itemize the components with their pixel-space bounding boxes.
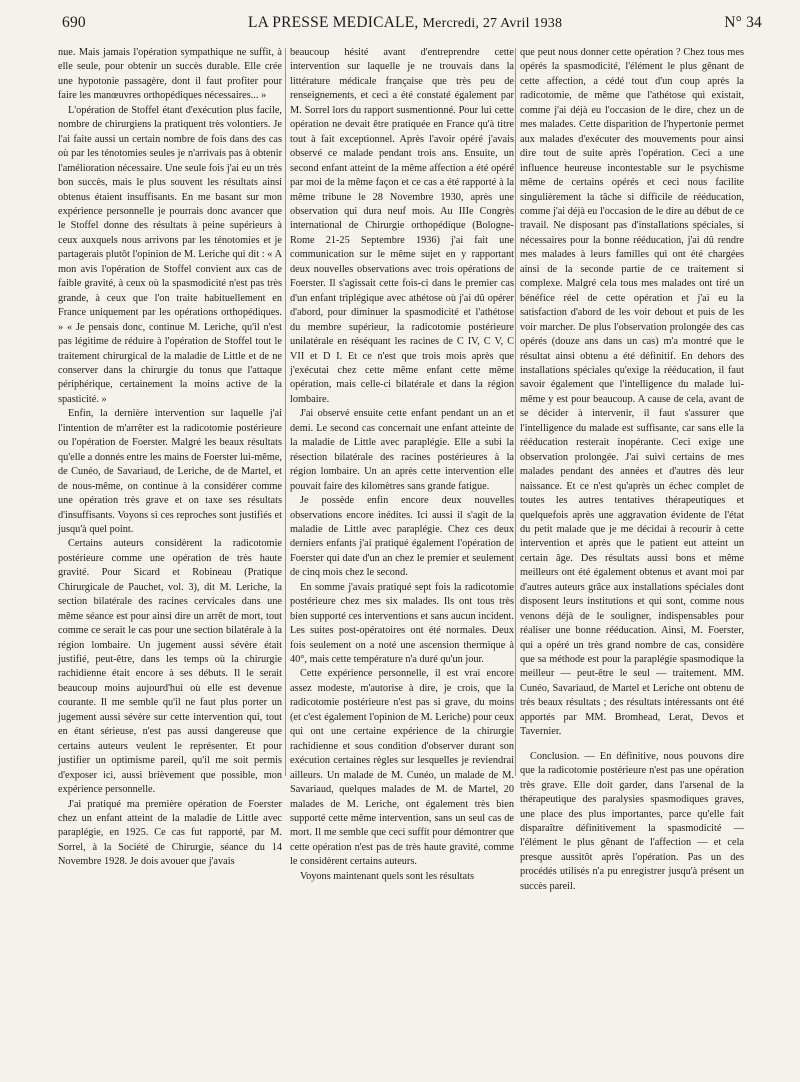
conclusion-paragraph: Conclusion. — En définitive, nous pouvons dire que la radicotomie postérieure n'est pas une opération très grave. Elle doit garder, dans l'arsenal de la thérapeutique des paralysies spasmodiques graves, une place des plus importantes, parce qu'elle fait disparaître définitivement la spasmodicité — l'élément le plus gênant de l'affection — et cela presque aussitôt après l'opération. Pas un des procédés utilisés n'a pu enregistrer jusqu'à présent un succès pareil.: [520, 750, 744, 892]
text-column-3: [520, 46, 744, 892]
spacer: [520, 740, 744, 750]
journal-title: [248, 14, 562, 32]
text-column-2: [290, 46, 514, 1046]
column-divider: [515, 48, 516, 776]
paragraph: J'ai pratiqué ma première opération de Foerster chez un enfant atteint de la maladie de Little avec paraplégie, en 1925. Ce cas fut rapporté, par M. Sorrel, à la Société de Chirurgie, séance du 14 Novembre 1928. Je dois avouer que j'avais: [58, 798, 282, 868]
paragraph: L'opération de Stoffel étant d'exécution plus facile, nombre de chirurgiens la pratiquent très volontiers. Je l'ai faite aussi un certain nombre de fois dans des cas où par les ténotomies seules je n'arrivais pas à obtenir l'amélioration nécessaire. Une seule fois j'ai eu un très bon succès, mais le plus souvent les résultats ainsi obtenus étaient insuffisants. En me basant sur mon expérience personnelle je pourrais donc avancer que le Stoffel donne des résultats à peine supérieurs à ceux auxquels nous arrivons par les ténotomies et je partagerais plutôt l'opinion de M. Leriche qui dit : « A mon avis l'opération de Stoffel convient aux cas de faible gravité, à ceux où la spasmodicité n'est pas très grande, à ceux que l'on traite habituellement en France uniquement par les opérations orthopédiques. » « Je pensais donc, continue M. Leriche, qu'il n'est pas légitime de réduire à l'opération de Stoffel tout le traitement chirurgical de la maladie de Little et de ne conserver dans la chirurgie du tonus que l'attaque périphérique, certainement la moins active de la spasticité. »: [58, 104, 282, 405]
paragraph: Cette expérience personnelle, il est vrai encore assez modeste, m'autorise à dire, je crois, que la radicotomie postérieure n'est pas si grave, du moins (et c'est également l'opinion de M. Leriche) pour ceux qui ont une certaine expérience de la chirurgie rachidienne et sous condition d'observer durant son exécution certaines règles sur lesquelles je reviendrai ailleurs. Un malade de M. Cunéo, un malade de M. Savariaud, quelques malades de M. de Martel, 20 malades de M. Leriche, ont également très bien supporté cette même intervention, sans un seul cas de mort. Il me semble que ceci suffit pour démontrer que cette opération n'est pas de très haute gravité, comme le considèrent certains auteurs.: [290, 668, 514, 868]
page-header: [62, 14, 762, 40]
text-column-1: [58, 46, 282, 1046]
issue-number: N° 34: [724, 14, 762, 31]
issue-date: Mercredi, 27 Avril 1938: [422, 16, 563, 31]
journal-name: LA PRESSE MEDICALE,: [248, 14, 419, 31]
paragraph: Voyons maintenant quels sont les résultats: [300, 870, 474, 882]
paragraph: J'ai observé ensuite cette enfant pendant un an et demi. Le second cas concernait une enfant atteinte de la maladie de Little avec paraplégie. Elle a subi la résection bilatérale des racines postérieures à la région lombaire. Un an après cette intervention elle pouvait faire des kilomètres sans grande fatigue.: [290, 408, 514, 492]
column-divider: [285, 48, 286, 776]
paragraph: Enfin, la dernière intervention sur laquelle j'ai l'intention de m'arrêter est la radicotomie postérieure ou l'opération de Foerster. Malgré les beaux résultats qu'elle a donnés entre les mains de Foerster lui-même, de Cunéo, de Savariaud, de Leriche, de de Martel, et de nous-même, on continue à la considérer comme une opération très grave et on taxe ses résultats d'insuffisants. Voyons si ces reproches sont justifiés et jusqu'à quel point.: [58, 408, 282, 535]
paragraph: Certains auteurs considèrent la radicotomie postérieure comme une opération de très haute gravité. Pour Sicard et Robineau (Pratique Chirurgicale de Pauchet, vol. 3), dit M. Leriche, la section bilatérale des racines cervicales dans une même séance est pour ainsi dire un arrêt de mort, tout comme ce serait le cas pour une section bilatérale à la région lombaire. Un jugement aussi sévère était justifié, peut-être, dans les temps où la chirurgie rachidienne était encore à ses débuts. Il le serait beaucoup moins aujourd'hui où elle est devenue courante. Il me semble qu'il ne faut plus porter un jugement aussi sévère sur cette intervention qui, tout en étant sérieuse, n'est pas aussi dangereuse que certains auteurs veulent le représenter. Et pour justifier un optimisme pareil, qu'il me soit permis d'exposer ici, aussi brièvement que possible, mon expérience personnelle.: [58, 538, 282, 796]
paragraph: que peut nous donner cette opération ? Chez tous mes opérés la spasmodicité, l'élément le plus gênant de cette affection, a cédé tout d'un coup après la radicotomie, de même que l'athétose qui existait, comme j'ai déjà eu l'occasion de le dire, chez un de mes malades. Cette disparition de l'hypertonie permet aux malades d'exécuter des mouvements pour ainsi dire tout de suite après l'opération. Ceci a une influence heureuse incontestable sur le psychisme même de certains opérés et ceci nous facilite singulièrement la tâche si difficile de rééducation, comme j'ai déjà eu l'occasion de le dire au début de ce travail. Ne disposant pas d'installations spéciales, si nécessaires pour la bonne rééducation, j'ai dû rendre mes malades à leurs familles qui ont été chargées ainsi de la seconde partie de ce traitement si complexe. Malgré cela tous mes malades ont tiré un bénéfice réel de cette opération et j'ai eu la satisfaction d'abord de les voir debout et puis de les voir marcher. De plus l'observation prolongée des cas opérés (douze ans dans un cas) m'a montré que le résultat ainsi obtenu a été définitif. En dehors des installations spéciales qu'exige la rééducation, il faut savoir également que l'intelligence du malade lui-même y est pour beaucoup. A cause de cela, avant de se décider à intervenir, il faut s'assurer que l'intelligence du malade est suffisante, car sans elle la rééducation resterait inopérante. Ceci exige une observation prolongée. J'ai suivi certains de mes malades pendant des années et d'autres dès leur naissance. Et ce n'est qu'après un échec complet de toutes les autres tentatives thérapeutiques et quelquefois après une aggravation évidente de l'état du petit malade que je me décidai à recourir à cette intervention et après que le patient eut atteint un certain âge. Des résultats aussi bons et même meilleurs ont été également obtenus et avant moi par d'autres auteurs grâce aux installations spéciales dont disposent leurs institutions et qui sont, comme nous venons déjà de le souligner, indispensables pour réaliser une bonne rééducation. Ainsi, M. Foerster, qui a opéré un très grand nombre de cas, considère que sa méthode est pour la paraplégie spasmodique la meilleur — peut-être le seul — traitement. MM. Cunéo, Savariaud, de Martel et Leriche ont obtenu de très beaux résultats ; des résultats intéressants ont été apportés par MM. Bromhead, Lerat, Devos et Tavernier.: [520, 47, 744, 738]
paragraph: beaucoup hésité avant d'entreprendre cette intervention sur laquelle je ne trouvais dans la littérature médicale française que très peu de renseignements, et ceci a été constaté également par M. Sorrel lors du rapport susmentionné. Pour lui cette opération ne devait être pratiquée en France qu'à titre tout à fait exceptionnel. Après l'avoir opéré j'avais observé ce malade pendant trois ans. Ensuite, un second enfant atteint de la même affection a été opéré par moi de la même façon et ce cas a été rapporté à la même tribune le 28 Novembre 1930, après une observation qui dura neuf mois. Au IIIe Congrès international de Chirurgie orthopédique (Bologne-Rome 21-25 Septembre 1936) j'ai fait une communication sur le même sujet en y rapportant deux nouvelles observations avec trois opérations de Foerster. Il s'agissait cette fois-ci dans le premier cas d'un enfant triplégique avec athétose où j'ai dû opérer d'abord, pour diminuer la spasmodicité et l'athétose du membre supérieur, la radicotomie postérieure unilatérale en réséquant les racines de C IV, C V, C VII et D I. Et ce n'est que trois mois après que j'exécutai chez cette même enfant cette même opération, mais celle-ci bilatérale et dans la région lombaire.: [290, 47, 514, 405]
paragraph: Je possède enfin encore deux nouvelles observations encore inédites. Ici aussi il s'agit de la maladie de Little avec paraplégie. Chez ces deux derniers enfants j'ai pratiqué également l'opération de Foerster qui date d'un an chez le premier et seulement de cinq mois chez le second.: [290, 495, 514, 579]
page-number: 690: [62, 14, 86, 31]
paragraph: En somme j'avais pratiqué sept fois la radicotomie postérieure chez mes six malades. Ils ont tous très bien supporté ces interventions et sans aucun incident. Les suites post-opératoires ont été normales. Deux fois seulement on a noté une ascension thermique à 40°, mais cette température n'a duré qu'un jour.: [290, 581, 514, 666]
paragraph: nue. Mais jamais l'opération sympathique ne suffit, à elle seule, pour obtenir un succès durable. Elle crée une hypotonie passagère, dont il faut profiter pour faire les manœuvres orthopédiques nécessaires... »: [58, 47, 282, 102]
